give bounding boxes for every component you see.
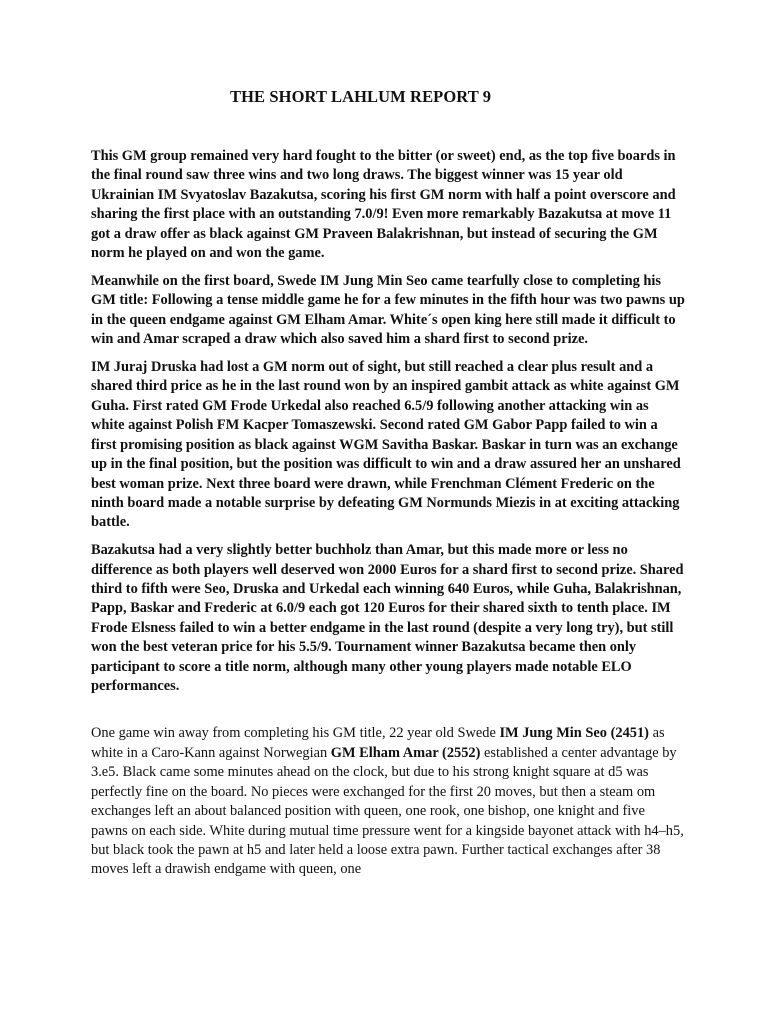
report-body (91, 147, 685, 888)
game-text-3: established a center advantage by 3.e5. Black came some minutes ahead on the clock, but due to his strong knight square at d5 was perfectly fine on the board. No pieces were exchanged for the first 20 moves, but then a steam om exchanges left an about balanced position with queen, one rook, one bishop, one knight and five pawns on each side. White during mutual time pressure went for a kingside bayonet attack with h4–h5, but black took the pawn at h5 and later held a loose extra pawn. Further tactical exchanges after 38 moves left a drawish endgame with queen, one (91, 744, 684, 878)
report-title: THE SHORT LAHLUM REPORT 9 (230, 87, 492, 106)
white-player-name: IM Jung Min Seo (2451) (499, 725, 649, 742)
paragraph-first-board: Meanwhile on the first board, Swede IM Jung Min Seo came tearfully close to completing his GM title: Following a tense middle game he for a few minutes in the fifth hour was two pawns up in the queen endgame against GM Elham Amar. White´s open king here still made it difficult to win and Amar scraped a draw which also saved him a shard first to second prize. (91, 272, 685, 348)
black-player-name: GM Elham Amar (2552) (330, 744, 481, 761)
paragraph-other-boards: IM Juraj Druska had lost a GM norm out of sight, but still reached a clear plus result and a shared third price as he in the last round won by an inspired gambit attack as white against GM Guha. First rated GM Frode Urkedal also reached 6.5/9 following another attacking win as white against Polish FM Kacper Tomaszewski. Second rated GM Gabor Papp failed to win a first promising position as black against WGM Savitha Baskar. Baskar in turn was an exchange up in the final position, but the position was difficult to win and a draw assured her an unshared best woman prize. Next three board were drawn, while Frenchman Clément Frederic on the ninth board made a notable surprise by defeating GM Normunds Miezis in at exciting attacking battle. (91, 359, 681, 531)
paragraph-game-report (91, 724, 685, 879)
game-text-2: as white in a Caro-Kann against Norwegian (91, 725, 665, 761)
game-text-1: One game win away from completing his GM title, 22 year old Swede (91, 725, 500, 742)
paragraph-round-summary: This GM group remained very hard fought to the bitter (or sweet) end, as the top five boards in the final round saw three wins and two long draws. The biggest winner was 15 year old Ukrainian IM Svyatoslav Bazakutsa, scoring his first GM norm with half a point overscore and sharing the first place with an outstanding 7.0/9! Even more remarkably Bazakutsa at move 11 got a draw offer as black against GM Praveen Balakrishnan, but instead of securing the GM norm he played on and won the game. (91, 148, 676, 262)
paragraph-prizes: Bazakutsa had a very slightly better buchholz than Amar, but this made more or less no difference as both players well deserved won 2000 Euros for a shard first to second prize. Shared third to fifth were Seo, Druska and Urkedal each winning 640 Euros, while Guha, Balakrishnan, Papp, Baskar and Frederic at 6.0/9 each got 120 Euros for their shared sixth to tenth place. IM Frode Elsness failed to win a better endgame in the last round (despite a very long try), but still won the best veteran price for his 5.5/9. Tournament winner Bazakutsa became then only participant to score a title norm, although many other young players made notable ELO performances. (91, 542, 684, 695)
